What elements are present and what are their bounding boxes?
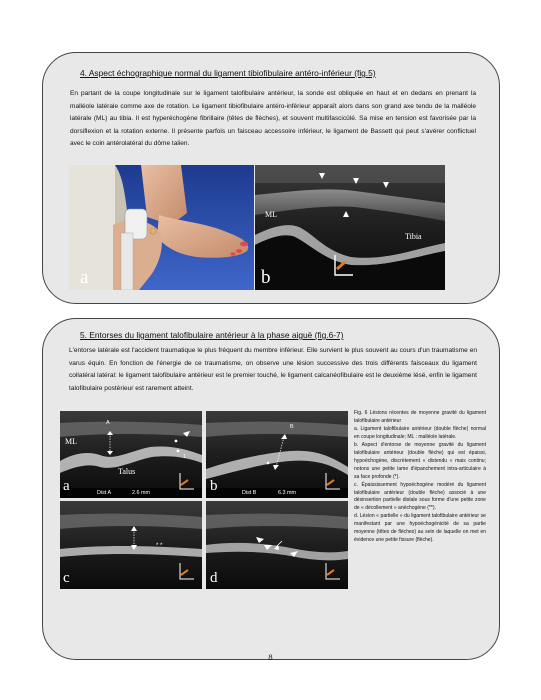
figure-6a-dist-label: Dist A — [97, 490, 112, 496]
figure-6a-marker: A — [106, 420, 110, 426]
figure-6b-letter: b — [210, 478, 218, 494]
figure-6b-dist-value: 6.3 mm — [278, 490, 296, 496]
figure-6a-dist-value: 2.6 mm — [132, 490, 150, 496]
section-5-title: 5. Entorses du ligament talofibulaire antérieur à la phase aiguë (fig.6-7) — [80, 330, 344, 340]
figure-6c-letter: c — [63, 570, 70, 586]
figure-6a-letter: a — [63, 478, 70, 494]
figure-6a-dot-label: 1 — [183, 454, 186, 460]
svg-text:* *: * * — [156, 543, 163, 549]
figure-6d-letter: d — [210, 570, 218, 586]
figure-6a-label-ml: ML — [65, 437, 77, 446]
figure-5a-photo — [69, 165, 254, 290]
figure-6d-ultrasound — [206, 501, 348, 589]
figure-6a-ultrasound — [60, 411, 202, 498]
caption-item-d: d. Lésion « partielle » du ligament talofibulaire antérieur se manifestant par une hypoéchogénicité de sa partie moyenne (têtes de flèches) au sein de laquelle on met en évidence une petite fissure (flèche). — [354, 513, 486, 544]
section-4-text: En partant de la coupe longitudinale sur le ligament talofibulaire antérieur, la sonde est obliquée en haut et en dedans en prenant la malléole latérale comme axe de rotation. Le ligament tibiofibulaire antéro-inférieur apparaît alors dans son grand axe tendu de la malléole latérale (ML) au tibia. Il est hyperéchogène fibrillaire (têtes de flèches), et souvent multifascicülé. Sa mise en tension est favorisée par la dorsiflexion et la rotation externe. Il présente parfois un faisceau accessoire inférieur, le ligament de Bassett qui peut s'avérer conflictuel avec le coin antérolatéral du dôme talien. — [70, 90, 476, 148]
figure-5b-ultrasound — [255, 165, 445, 290]
figure-6c-ultrasound — [60, 501, 202, 589]
section-4-title: 4. Aspect échographique normal du ligament tibiofibulaire antéro-inférieur (fig.5) — [80, 68, 376, 78]
figure-6b-marker: B — [290, 424, 294, 430]
caption-item-c: c. Épaississement hypoéchogène modéré du ligament talofibulaire antérieur (double flèche) associé à une désinsertion partielle distale sous forme d'une petite zone de « décollement » anéchogène (**). — [354, 481, 486, 512]
figure-5b-label-tibia: Tibia — [405, 232, 422, 241]
section-5-text: L'entorse latérale est l'accident traumatique le plus fréquent du membre inférieur. Elle survient le plus souvent au cours d'un traumatisme en varus équin. En fonction de l'énergie de ce traumatisme, on observe une lésion successive des trois différents faisceaux du ligament collatéral latéral: le ligament talofibulaire antérieur est le premier touché, le ligament calcanéofibulaire est le deuxième lésé, enfin le ligament talofibulaire postérieur est rarement atteint. — [69, 347, 477, 392]
figure-6b-dist-label: Dist B — [242, 490, 257, 496]
figure-5b-label-ml: ML — [265, 210, 277, 219]
figure-6-caption — [354, 410, 486, 545]
figure-6a-label-talus: Talus — [118, 467, 136, 476]
page-number: 8 — [268, 652, 273, 662]
figure-6b-ultrasound — [206, 411, 348, 498]
caption-title: Fig. 6 Lésions récentes de moyenne gravité du ligament talofibulaire antérieur — [354, 410, 486, 424]
figure-5b-letter: b — [261, 267, 271, 288]
caption-item-a: a. Ligament talofibulaire antérieur (double flèche) normal en coupe longitudinale; ML : malléole latérale. — [354, 425, 486, 440]
figure-5a-letter: a — [80, 267, 89, 288]
caption-item-b: b. Aspect d'entorse de moyenne gravité du ligament talofibulaire antérieur (double flèche) qui est épaissi, hypoéchogène, discrètement « distendu » mais continu; notons une petite lame d'épanchement intra-articulaire à sa face profonde (*). — [354, 441, 486, 480]
